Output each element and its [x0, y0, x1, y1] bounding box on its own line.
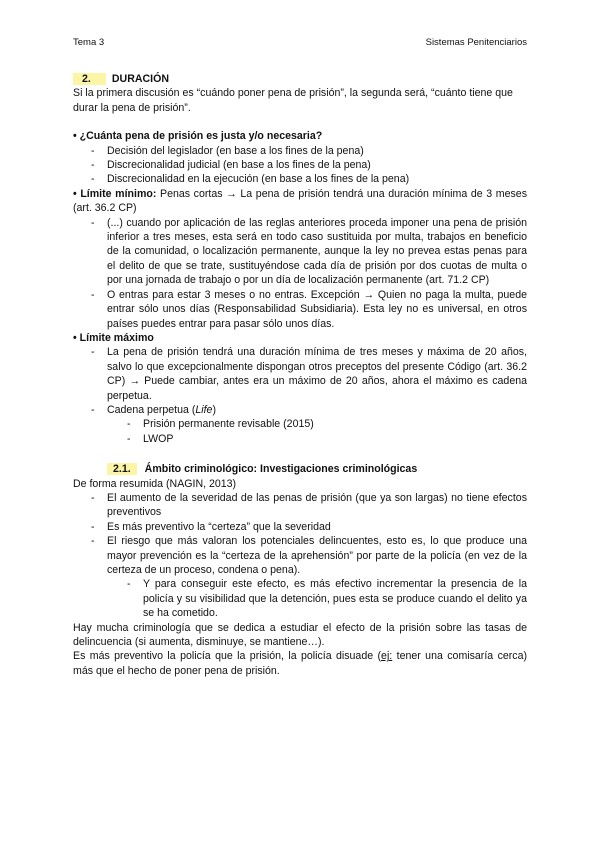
question-list — [73, 144, 527, 187]
section-intro: Si la primera discusión es “cuándo poner pena de prisión”, la segunda será, “cuánto tiene que durar la pena de prisión”. — [73, 87, 513, 114]
limite-maximo-list — [73, 345, 527, 417]
list-item: - O entras para estar 3 meses o no entras. Excepción → Quien no paga la multa, puede entrar sólo unos días (Responsabilidad Subsidiaria). Esta ley no es universal, en otros países puedes entrar para pasar sólo unos días. — [73, 288, 527, 331]
limite-minimo-label: • Límite mínimo: — [73, 187, 157, 200]
list-item: - El aumento de la severidad de las penas de prisión (que ya son largas) no tiene efectos preventivos — [73, 491, 527, 520]
header-topic: Tema 3 — [73, 37, 105, 48]
section-title: DURACIÓN — [111, 73, 169, 85]
limite-maximo-sublist — [73, 417, 527, 446]
list-item: - El riesgo que más valoran los potenciales delincuentes, esto es, lo que produce una mayor prevención es la “certeza de la aprehensión” por parte de la policía (en vez de la certeza de un proceso, condena o pena). — [73, 534, 527, 577]
subsection-list — [73, 491, 527, 577]
subsection-intro: De forma resumida (NAGIN, 2013) — [73, 477, 237, 490]
paragraph: Es más preventivo la policía que la prisión, la policía disuade (ej: tener una comisaría cerca) más que el hecho de poner pena de prisión. — [73, 650, 528, 677]
list-item: - Discrecionalidad judicial (en base a los fines de la pena) — [73, 158, 527, 172]
document-body — [73, 70, 527, 678]
subsection-title: Ámbito criminológico: Investigaciones criminológicas — [144, 463, 418, 476]
paragraph: Hay mucha criminología que se dedica a estudiar el efecto de la prisión sobre las tasas de delincuencia (si aumenta, disminuye, se mantiene…). — [73, 621, 527, 649]
subsection-number: 2.1. — [107, 463, 137, 475]
limite-minimo-text: Penas cortas → La pena de prisión tendrá una duración mínima de 3 meses (art. 36.2 CP) — [73, 187, 527, 215]
list-item: - Cadena perpetua (Life) — [73, 403, 527, 417]
list-item: - (...) cuando por aplicación de las reglas anteriores proceda imponer una pena de prisión inferior a tres meses, esta será en todo caso sustituida por multa, trabajos en beneficio de la comunidad, o localización permanente, aunque la ley no prevea estas penas para el delito de que se trate, sustituyéndose cada día de prisión por dos cuotas de multa o por una jornada de trabajo o por un día de localización permanente (art. 71.2 CP) — [73, 216, 527, 288]
list-item: - Discrecionalidad en la ejecución (en base a los fines de la pena) — [73, 172, 527, 186]
limite-minimo-list — [73, 216, 527, 331]
list-item: - Y para conseguir este efecto, es más efectivo incrementar la presencia de la policía y su visibilidad que la detención, pues esta se produce cuando el delito ya se ha cometido. — [73, 577, 527, 620]
list-item: - Prisión permanente revisable (2015) — [73, 417, 527, 431]
limite-maximo-heading: • Límite máximo — [73, 331, 154, 344]
list-item: - La pena de prisión tendrá una duración mínima de tres meses y máxima de 20 años, salvo lo que excepcionalmente dispongan otros preceptos del presente Código (art. 36.2 CP) → Puede cambiar, antes era un máximo de 20 años, ahora el máximo es cadena perpetua. — [73, 345, 527, 403]
subsection-sublist — [73, 577, 527, 620]
list-item: - Decisión del legislador (en base a los fines de la pena) — [73, 144, 527, 158]
section-heading — [73, 72, 527, 86]
question-heading: • ¿Cuánta pena de prisión es justa y/o necesaria? — [73, 130, 323, 143]
subsection-heading — [73, 462, 527, 476]
header-subject: Sistemas Penitenciarios — [425, 37, 527, 48]
list-item: - Es más preventivo la “certeza” que la severidad — [73, 520, 527, 534]
section-number: 2. — [82, 73, 91, 85]
list-item: - LWOP — [73, 432, 527, 446]
limite-minimo-paragraph — [73, 187, 527, 216]
